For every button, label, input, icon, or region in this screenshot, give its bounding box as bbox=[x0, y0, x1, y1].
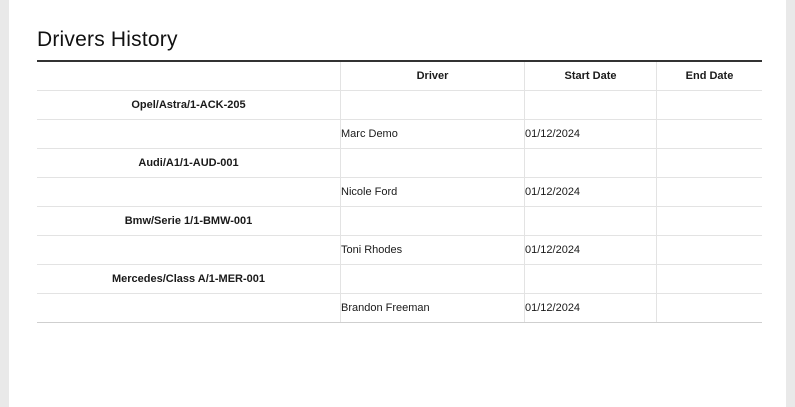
cell-driver bbox=[341, 91, 525, 120]
cell-driver: Nicole Ford bbox=[341, 178, 525, 207]
column-header-driver: Driver bbox=[341, 61, 525, 91]
cell-start-date bbox=[525, 207, 657, 236]
table-row bbox=[37, 178, 762, 207]
document-page bbox=[9, 0, 786, 407]
cell-end-date bbox=[657, 178, 763, 207]
table-row bbox=[37, 236, 762, 265]
cell-start-date: 01/12/2024 bbox=[525, 120, 657, 149]
cell-end-date bbox=[657, 294, 763, 323]
table-header bbox=[37, 61, 762, 91]
drivers-history-table bbox=[37, 60, 762, 323]
table-row bbox=[37, 207, 762, 236]
cell-start-date bbox=[525, 149, 657, 178]
column-header-end-date: End Date bbox=[657, 61, 763, 91]
cell-start-date: 01/12/2024 bbox=[525, 294, 657, 323]
drivers-history-table-container bbox=[37, 60, 759, 323]
page-title: Drivers History bbox=[37, 28, 178, 51]
cell-vehicle: Mercedes/Class A/1-MER-001 bbox=[37, 265, 341, 294]
column-header-vehicle bbox=[37, 61, 341, 91]
table-body bbox=[37, 91, 762, 323]
cell-driver bbox=[341, 149, 525, 178]
table-row bbox=[37, 120, 762, 149]
cell-end-date bbox=[657, 149, 763, 178]
cell-driver bbox=[341, 265, 525, 294]
cell-start-date: 01/12/2024 bbox=[525, 236, 657, 265]
cell-end-date bbox=[657, 91, 763, 120]
column-header-start-date: Start Date bbox=[525, 61, 657, 91]
table-row bbox=[37, 149, 762, 178]
cell-vehicle bbox=[37, 120, 341, 149]
cell-end-date bbox=[657, 236, 763, 265]
cell-end-date bbox=[657, 207, 763, 236]
cell-start-date bbox=[525, 91, 657, 120]
cell-start-date: 01/12/2024 bbox=[525, 178, 657, 207]
cell-driver: Toni Rhodes bbox=[341, 236, 525, 265]
cell-end-date bbox=[657, 120, 763, 149]
table-row bbox=[37, 91, 762, 120]
cell-driver bbox=[341, 207, 525, 236]
cell-start-date bbox=[525, 265, 657, 294]
table-row bbox=[37, 265, 762, 294]
cell-vehicle: Audi/A1/1-AUD-001 bbox=[37, 149, 341, 178]
cell-end-date bbox=[657, 265, 763, 294]
cell-vehicle bbox=[37, 294, 341, 323]
table-header-row bbox=[37, 61, 762, 91]
cell-vehicle: Bmw/Serie 1/1-BMW-001 bbox=[37, 207, 341, 236]
cell-vehicle: Opel/Astra/1-ACK-205 bbox=[37, 91, 341, 120]
table-row bbox=[37, 294, 762, 323]
cell-vehicle bbox=[37, 236, 341, 265]
cell-driver: Marc Demo bbox=[341, 120, 525, 149]
cell-driver: Brandon Freeman bbox=[341, 294, 525, 323]
cell-vehicle bbox=[37, 178, 341, 207]
